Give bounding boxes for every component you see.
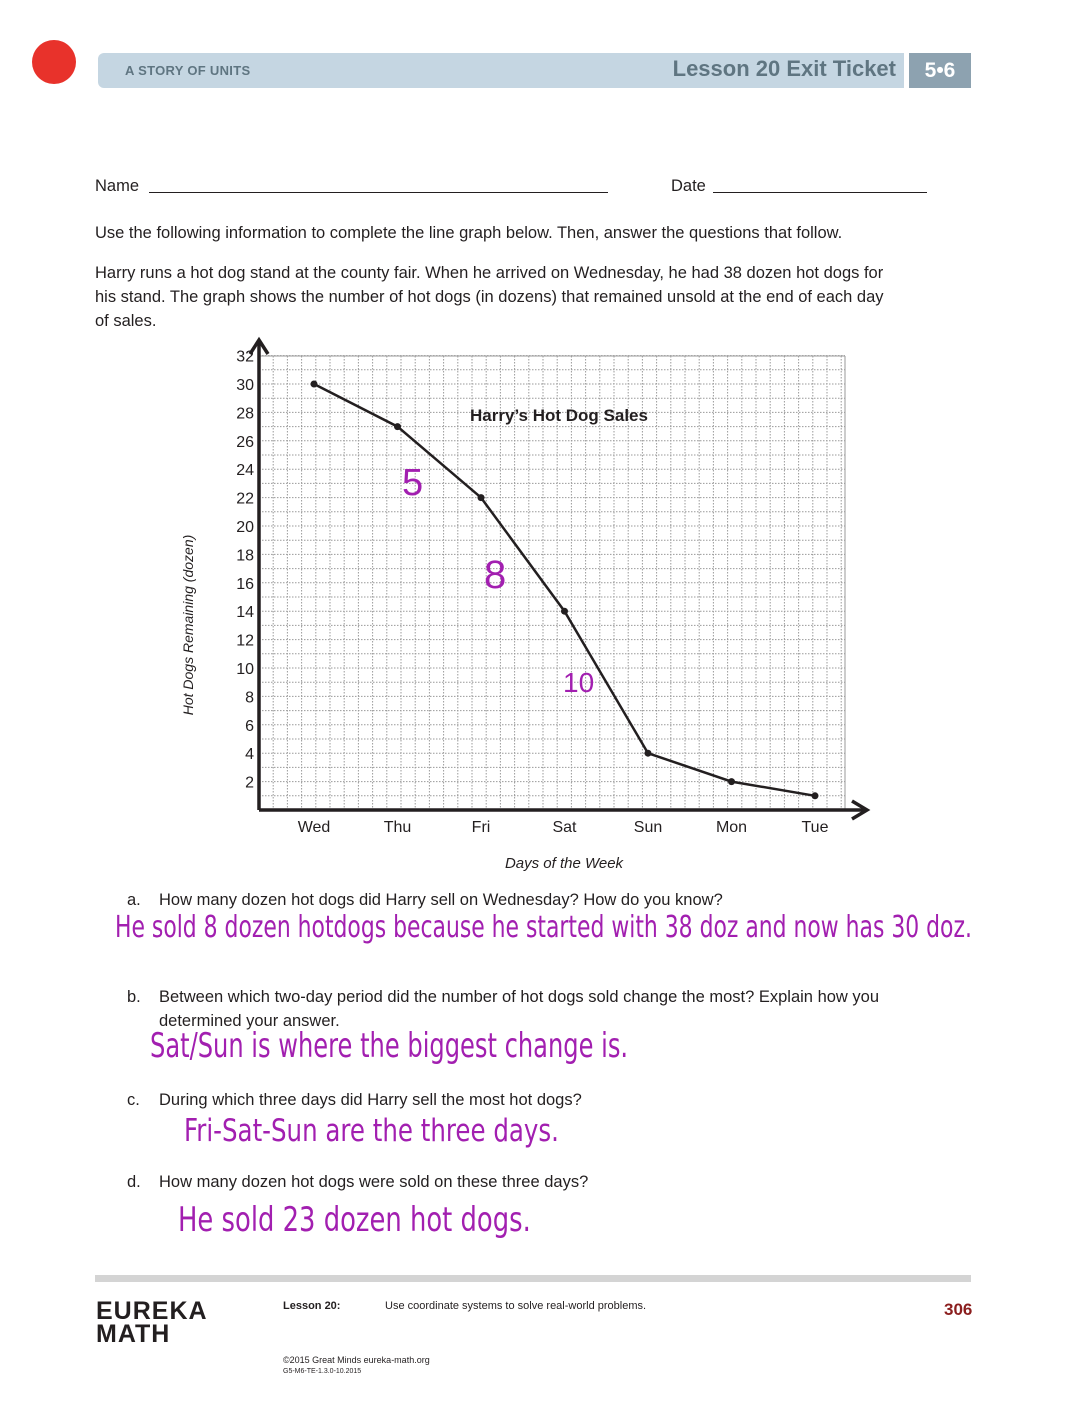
logo-line-2: MATH <box>96 1320 171 1348</box>
x-tick-label: Sat <box>552 819 577 836</box>
data-point <box>728 778 735 785</box>
annotation-thu-fri: 5 <box>402 462 424 504</box>
y-tick-label: 14 <box>236 604 254 622</box>
answer-b: Sat/Sun is where the biggest change is. <box>150 1026 629 1066</box>
y-tick-label: 28 <box>236 405 254 423</box>
series-line <box>314 384 815 796</box>
data-point <box>311 381 318 388</box>
question-b-letter: b. <box>127 988 141 1006</box>
eureka-math-logo <box>96 1297 208 1348</box>
x-tick-label: Thu <box>383 819 412 836</box>
y-tick-label: 26 <box>236 433 254 451</box>
line-chart <box>170 330 890 880</box>
y-tick-label: 22 <box>236 490 254 508</box>
story-line-3: of sales. <box>95 312 157 330</box>
data-point <box>478 494 485 501</box>
x-tick-label: Sun <box>633 819 663 836</box>
x-axis-label: Days of the Week <box>504 855 624 872</box>
y-tick-label: 8 <box>245 689 254 707</box>
x-tick-label: Wed <box>297 819 331 836</box>
name-label: Name <box>95 177 140 195</box>
story-line-2: his stand. The graph shows the number of hot dogs (in dozens) that remained unsold at the end of each day <box>95 288 884 306</box>
y-axis-label: Hot Dogs Remaining (dozen) <box>180 534 196 716</box>
y-tick-label: 10 <box>236 661 254 678</box>
question-d-letter: d. <box>127 1173 141 1191</box>
page-number: 306 <box>944 1300 973 1319</box>
footer-rule <box>95 1275 971 1282</box>
y-tick-label: 2 <box>245 774 254 792</box>
data-point <box>812 792 819 799</box>
x-tick-label: Mon <box>715 819 748 836</box>
y-tick-label: 32 <box>236 348 254 366</box>
story-line-1: Harry runs a hot dog stand at the county fair. When he arrived on Wednesday, he had 38 dozen hot dogs for <box>95 264 884 282</box>
y-tick-labels <box>236 349 254 792</box>
instructions: Use the following information to complete the line graph below. Then, answer the questions that follow. <box>95 224 843 242</box>
question-c-text: During which three days did Harry sell the most hot dogs? <box>159 1091 582 1109</box>
annotation-sat-sun: 10 <box>563 667 595 698</box>
name-field[interactable] <box>149 174 608 193</box>
y-tick-label: 6 <box>245 717 254 735</box>
y-tick-label: 18 <box>236 547 254 565</box>
y-tick-label: 4 <box>245 746 254 764</box>
logo-line-1: EUREKA <box>96 1297 208 1325</box>
question-b-text-line2: determined your answer. <box>159 1012 340 1030</box>
y-tick-label: 20 <box>236 519 254 536</box>
x-tick-label: Fri <box>471 819 491 836</box>
grade-module-badge: 5•6 <box>909 53 971 88</box>
y-tick-label: 30 <box>236 377 254 394</box>
x-tick-labels <box>298 819 829 836</box>
question-b-text-line1: Between which two-day period did the number of hot dogs sold change the most? Explain how you <box>159 988 880 1006</box>
date-field[interactable] <box>713 174 927 193</box>
date-label: Date <box>671 177 706 195</box>
question-a-letter: a. <box>127 891 141 909</box>
page-title: Lesson 20 Exit Ticket <box>672 56 896 81</box>
question-c-letter: c. <box>127 1091 140 1109</box>
annotation-fri-sat: 8 <box>484 553 507 597</box>
question-d-text: How many dozen hot dogs were sold on these three days? <box>159 1173 589 1191</box>
document-code: G5-M6-TE-1.3.0-10.2015 <box>283 1368 362 1375</box>
y-tick-label: 16 <box>236 575 254 593</box>
y-tick-label: 24 <box>236 462 254 480</box>
question-a-text: How many dozen hot dogs did Harry sell on Wednesday? How do you know? <box>159 891 723 909</box>
footer-lesson-label: Lesson 20: <box>283 1300 341 1312</box>
answer-c: Fri-Sat-Sun are the three days. <box>184 1113 559 1149</box>
copyright: ©2015 Great Minds eureka-math.org <box>283 1355 430 1365</box>
data-point <box>645 750 652 757</box>
curriculum-name: A STORY OF UNITS <box>125 63 251 78</box>
footer-lesson-description: Use coordinate systems to solve real-world problems. <box>385 1300 647 1312</box>
answer-a: He sold 8 dozen hotdogs because he started with 38 doz and now has 30 doz. <box>115 910 972 945</box>
y-tick-label: 12 <box>236 632 254 650</box>
answer-d: He sold 23 dozen hot dogs. <box>178 1200 531 1240</box>
data-point <box>561 608 568 615</box>
data-point <box>394 423 401 430</box>
red-dot-marker <box>32 40 76 84</box>
x-tick-label: Tue <box>801 819 829 836</box>
chart-title: Harry’s Hot Dog Sales <box>470 406 648 425</box>
